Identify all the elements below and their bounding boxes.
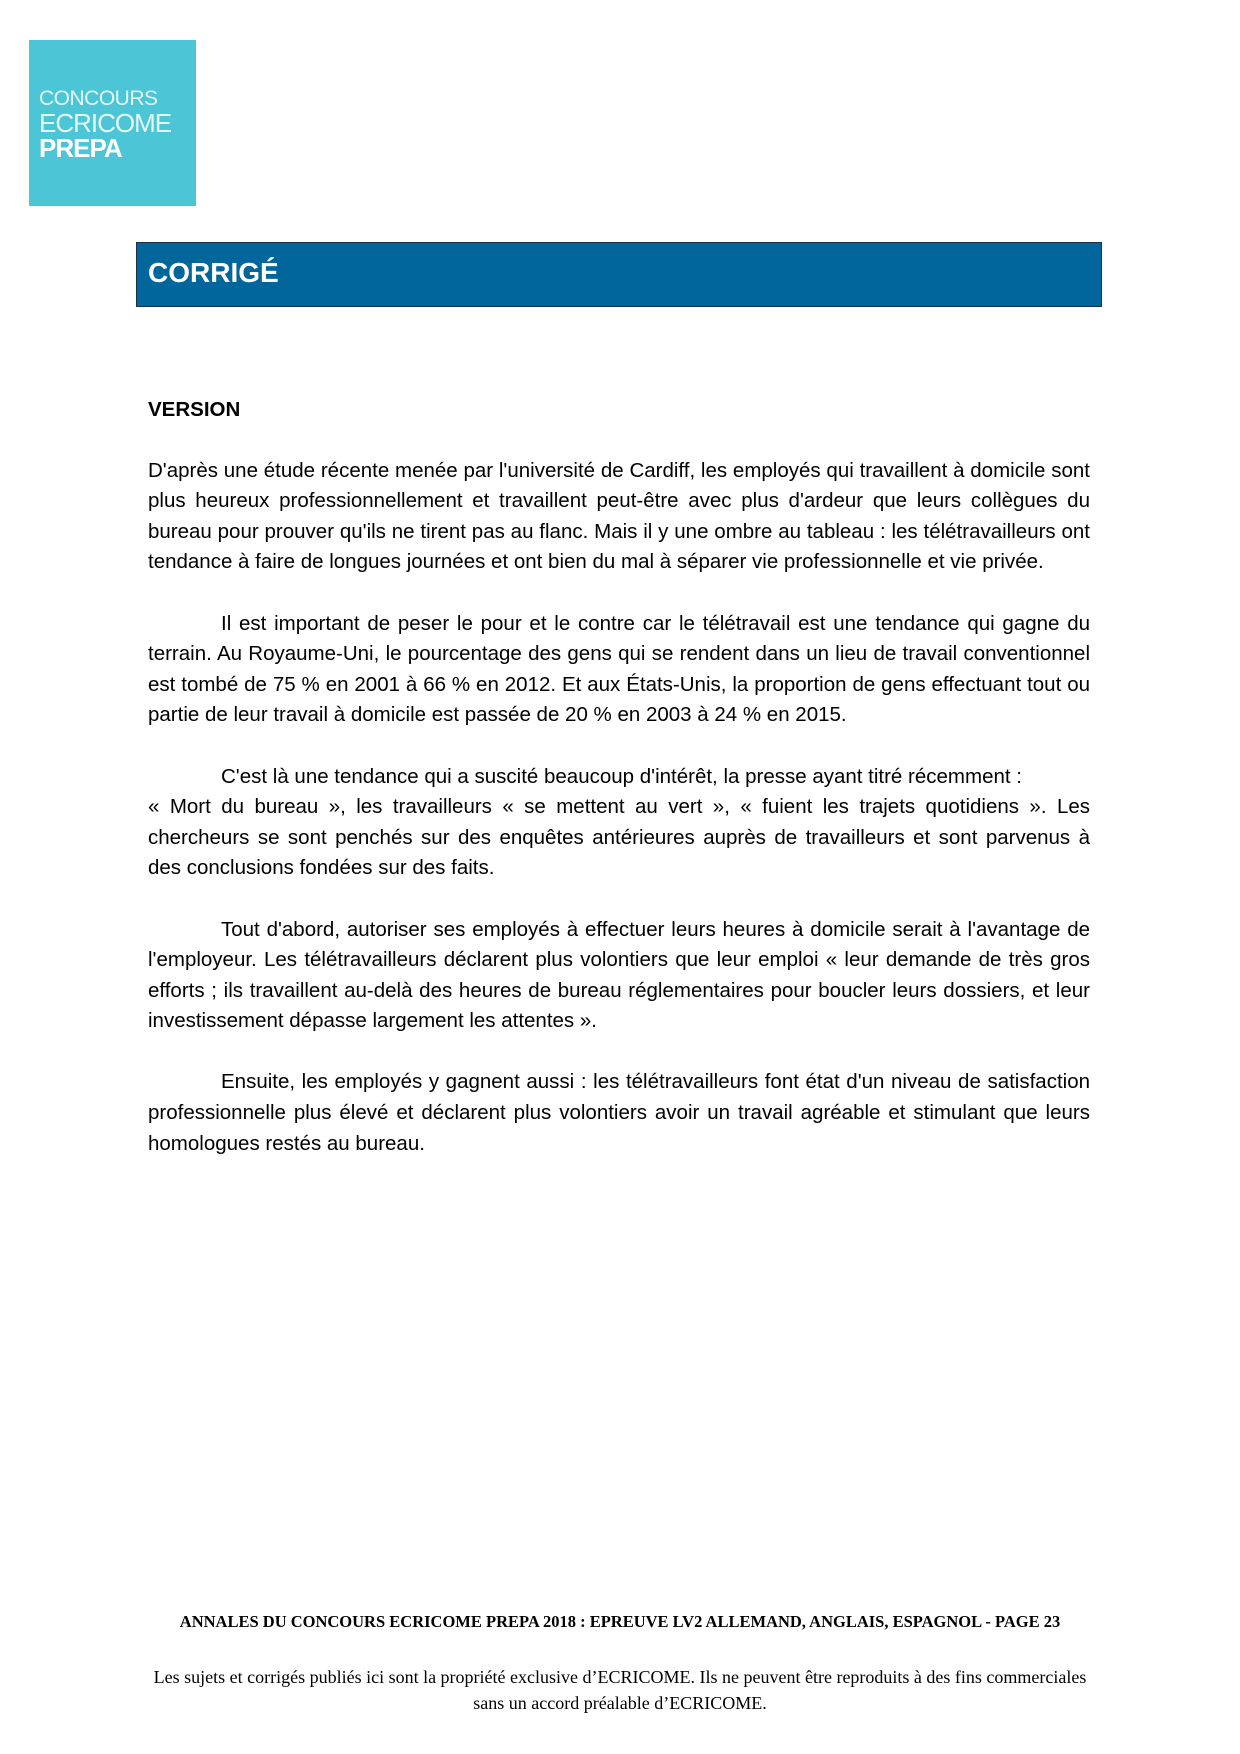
- footer-title: ANNALES DU CONCOURS ECRICOME PREPA 2018 : EPREUVE LV2 ALLEMAND, ANGLAIS, ESPAGNOL - PAGE 23: [179, 1612, 1061, 1631]
- paragraph-4: Tout d'abord, autoriser ses employés à effectuer leurs heures à domicile serait à l'avantage de l'employeur. Les télétravailleurs déclarent plus volontiers que leur emploi « leur demande de très gros efforts ; ils travaillent au-delà des heures de bureau réglementaires pour boucler leurs dossiers, et leur investissement dépasse largement les attentes ».: [148, 917, 1090, 1033]
- footer-copyright-note: Les sujets et corrigés publiés ici sont la propriété exclusive d’ECRICOME. Ils ne peuvent être reproduits à des fins commerciales sans un accord préalable d’ECRICOME.: [153, 1667, 1087, 1713]
- section-heading: VERSION: [148, 398, 241, 421]
- logo-line-ecricome: ECRICOME: [39, 108, 172, 138]
- banner-title: CORRIGÉ: [148, 257, 279, 288]
- ecricome-logo: [29, 40, 196, 206]
- paragraph-3-intro: C'est là une tendance qui a suscité beaucoup d'intérêt, la presse ayant titré récemment :: [221, 764, 1022, 788]
- logo-line-concours: CONCOURS: [39, 87, 158, 110]
- document-body: [148, 395, 1090, 1190]
- paragraph-2: Il est important de peser le pour et le contre car le télétravail est une tendance qui gagne du terrain. Au Royaume-Uni, le pourcentage des gens qui se rendent dans un lieu de travail conventionnel est tombé de 75 % en 2001 à 66 % en 2012. Et aux États-Unis, la proportion de gens effectuant tout ou partie de leur travail à domicile est passée de 20 % en 2003 à 24 % en 2015.: [148, 611, 1090, 727]
- logo-line-prepa: PREPA: [39, 133, 122, 163]
- paragraph-5: Ensuite, les employés y gagnent aussi : les télétravailleurs font état d'un niveau de satisfaction professionnelle plus élevé et déclarent plus volontiers avoir un travail agréable et stimulant que leurs homologues restés au bureau.: [148, 1070, 1090, 1155]
- paragraph-1: D'après une étude récente menée par l'université de Cardiff, les employés qui travaillent à domicile sont plus heureux professionnellement et travaillent peut-être avec plus d'ardeur que leurs collègues du bureau pour prouver qu'ils ne tirent pas au flanc. Mais il y une ombre au tableau : les télétravailleurs ont tendance à faire de longues journées et ont bien du mal à séparer vie professionnelle et vie privée.: [148, 458, 1090, 574]
- paragraph-3-body: « Mort du bureau », les travailleurs « se mettent au vert », « fuient les trajets quotidiens ». Les chercheurs se sont penchés sur des enquêtes antérieures auprès de travailleurs et sont parvenus à des conclusions fondées sur des faits.: [148, 795, 1090, 880]
- section-banner: [136, 242, 1102, 307]
